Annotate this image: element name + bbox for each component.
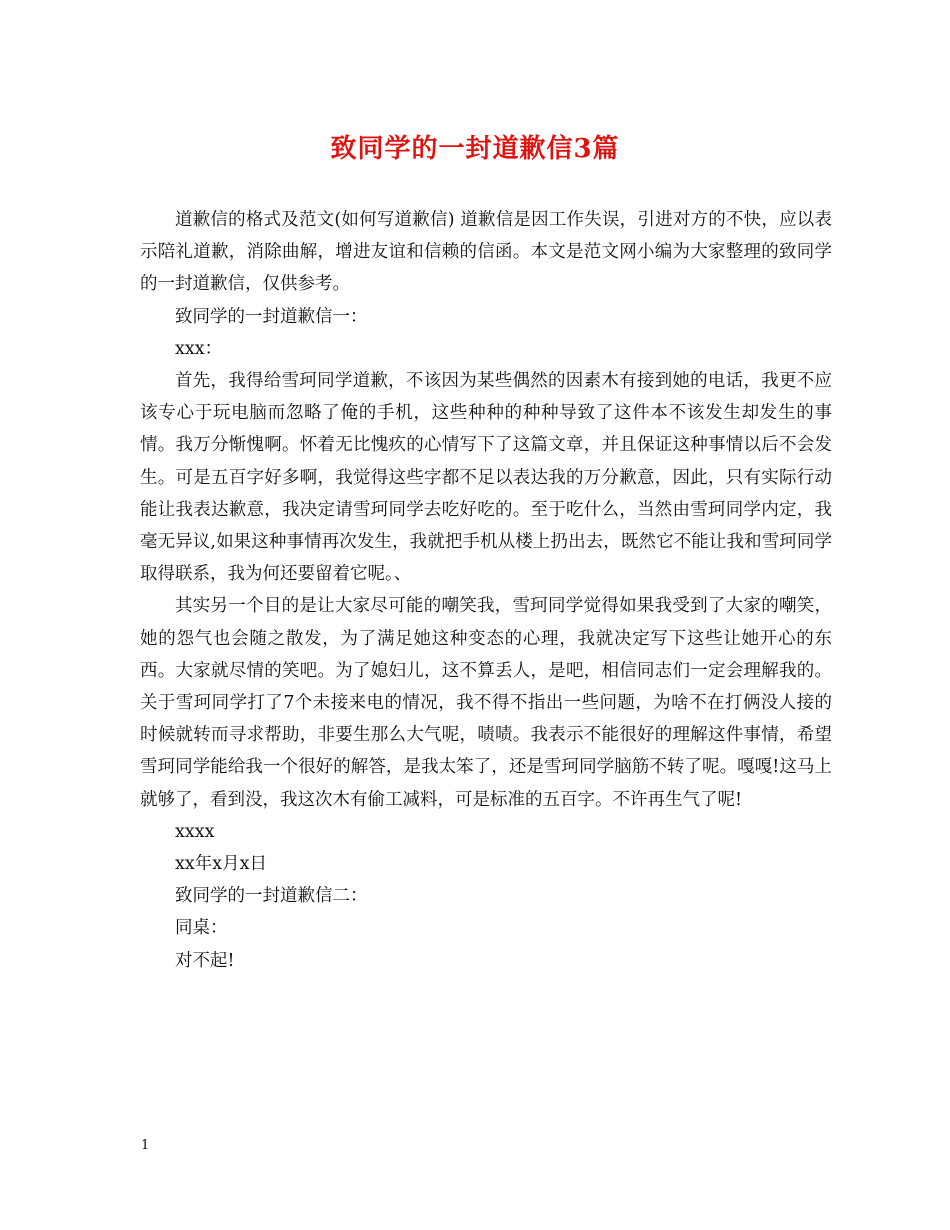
document-body <box>140 204 832 977</box>
letter-two-heading: 致同学的一封道歉信二： <box>175 886 368 907</box>
letter-one-date: xx年x月x日 <box>175 854 267 875</box>
letter-one-heading: 致同学的一封道歉信一： <box>175 306 368 327</box>
document-title: 致同学的一封道歉信3篇 <box>330 134 620 164</box>
letter-one-paragraph-2: 其实另一个目的是让大家尽可能的嘲笑我，雪珂同学觉得如果我受到了大家的嘲笑，她的怨气也会随之散发，为了满足她这种变态的心理，我就决定写下这些让她开心的东西。大家就尽情的笑吧。为了媳妇儿，这不算丢人，是吧，相信同志们一定会理解我的。关于雪珂同学打了7个未接来电的情况，我不得不指出一些问题，为啥不在打俩没人接的时候就转而寻求帮助，非要生那么大气呢，啧啧。我表示不能很好的理解这件事情，希望雪珂同学能给我一个很好的解答，是我太笨了，还是雪珂同学脑筋不转了呢。嘎嘎!这马上就够了，看到没，我这次木有偷工减料，可是标准的五百字。不许再生气了呢! <box>140 596 832 810</box>
intro-paragraph: 道歉信的格式及范文(如何写道歉信) 道歉信是因工作失误，引进对方的不快，应以表示陪礼道歉，消除曲解，增进友谊和信赖的信函。本文是范文网小编为大家整理的致同学的一封道歉信，仅供参考。 <box>140 210 832 295</box>
page-number: 1 <box>141 1138 150 1153</box>
letter-one-salutation: xxx： <box>175 338 223 359</box>
letter-two-salutation: 同桌： <box>175 918 228 939</box>
letter-one-signature: xxxx <box>175 821 215 842</box>
letter-two-paragraph-1: 对不起! <box>175 950 235 971</box>
letter-one-paragraph-1: 首先，我得给雪珂同学道歉，不该因为某些偶然的因素木有接到她的电话，我更不应该专心于玩电脑而忽略了俺的手机，这些种种的种种导致了这件本不该发生却发生的事情。我万分惭愧啊。怀着无比愧疚的心情写下了这篇文章，并且保证这种事情以后不会发生。可是五百字好多啊，我觉得这些字都不足以表达我的万分歉意，因此，只有实际行动能让我表达歉意，我决定请雪珂同学去吃好吃的。至于吃什么，当然由雪珂同学内定，我毫无异议,如果这种事情再次发生，我就把手机从楼上扔出去，既然它不能让我和雪珂同学取得联系，我为何还要留着它呢。、 <box>140 371 832 585</box>
